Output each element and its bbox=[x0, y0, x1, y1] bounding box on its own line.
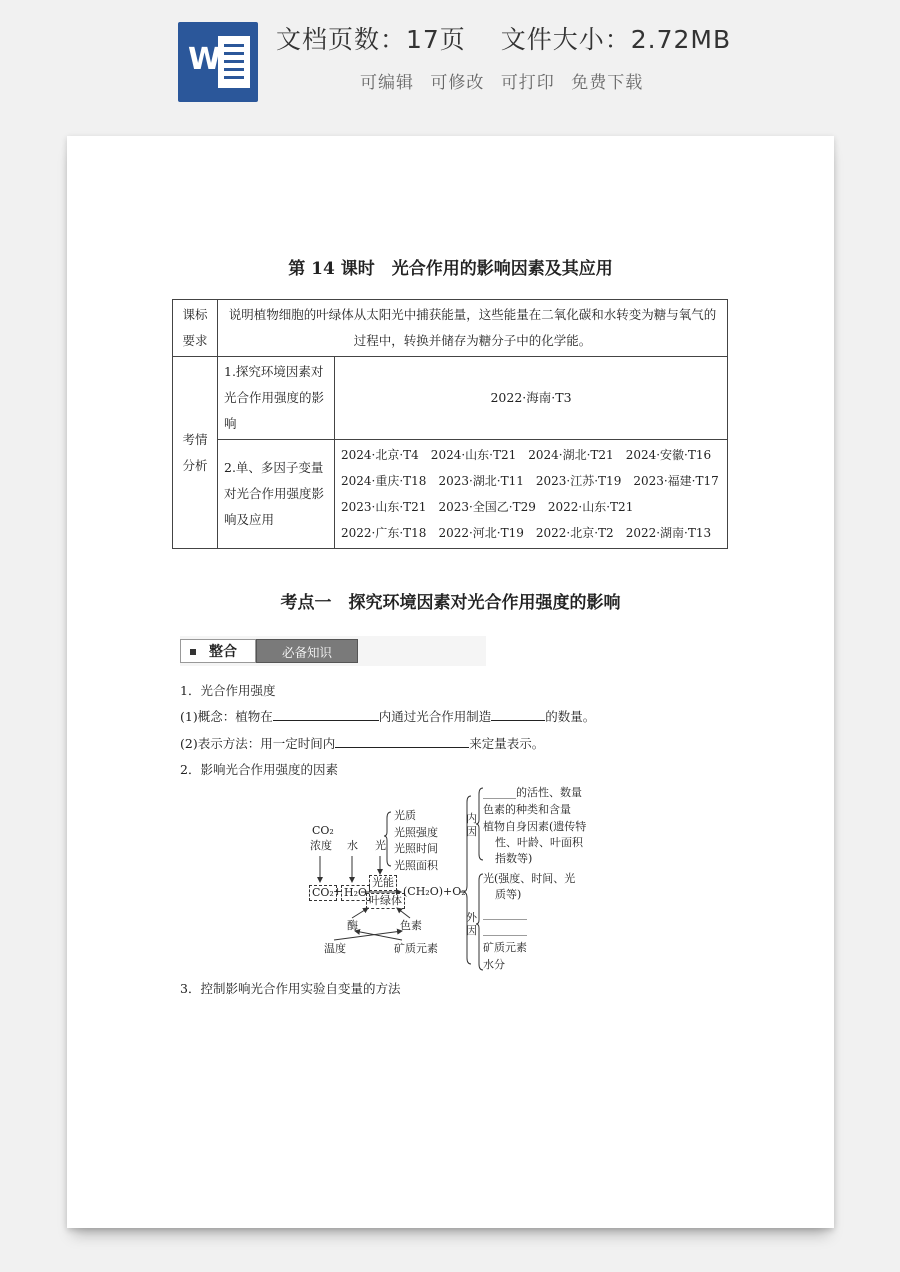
external-blank: ________ bbox=[483, 907, 527, 920]
exam-line: 2022·广东·T18 2022·河北·T19 2022·北京·T2 2022·湖南·T13 bbox=[341, 526, 712, 540]
light-duration: 光照时间 bbox=[394, 842, 438, 855]
internal-item: 色素的种类和含量 bbox=[483, 803, 571, 816]
printable-label: 可打印 bbox=[500, 73, 555, 93]
enzyme-label: 酶 bbox=[347, 919, 358, 932]
topic-1: 1.探究环境因素对光合作用强度的影响 bbox=[218, 357, 335, 440]
internal-item: 植物自身因素(遗传特 bbox=[483, 820, 587, 833]
pigment-label: 色素 bbox=[400, 919, 422, 932]
point-1-heading: 1．光合作用强度 bbox=[180, 683, 276, 698]
free-download-link[interactable]: 免费下载 bbox=[571, 73, 644, 93]
eq-h2o: H₂O bbox=[341, 885, 370, 901]
modifiable-label: 可修改 bbox=[430, 73, 485, 93]
light-intensity: 光照强度 bbox=[394, 826, 438, 839]
exam-line: 2023·山东·T21 2023·全国乙·T29 2022·山东·T21 bbox=[341, 500, 634, 514]
word-document-icon: W bbox=[178, 22, 258, 102]
document-page bbox=[67, 136, 834, 1228]
blank-field bbox=[273, 708, 379, 721]
section-title: 考点一 探究环境因素对光合作用强度的影响 bbox=[280, 593, 621, 613]
co2-label: CO₂ bbox=[312, 824, 334, 837]
topic-2: 2.单、多因子变量对光合作用强度影响及应用 bbox=[218, 440, 335, 549]
method-line: (2)表示方法：用一定时间内 来定量表示。 bbox=[180, 736, 545, 751]
external-blank: ________ bbox=[483, 923, 527, 936]
internal-item: 性、叶龄、叶面积 bbox=[495, 836, 583, 849]
eq-light-energy: 光能 bbox=[369, 875, 397, 891]
eq-products: (CH₂O)+O₂ bbox=[403, 885, 466, 898]
curriculum-table bbox=[172, 299, 728, 549]
blank-field bbox=[335, 735, 469, 748]
light-area: 光照面积 bbox=[394, 859, 438, 872]
eq-chloroplast: 叶绿体 bbox=[366, 893, 405, 909]
file-info-title: 文档页数：17页 文件大小：2.72MB bbox=[276, 25, 732, 54]
exam-line: 2024·重庆·T18 2023·湖北·T11 2023·江苏·T19 2023·福建·T17 bbox=[341, 474, 719, 488]
light-label: 光 bbox=[375, 839, 386, 852]
kaoqing-header: 考情 分析 bbox=[173, 357, 218, 549]
topic-1-exams: 2022·海南·T3 bbox=[335, 357, 728, 440]
external-item: 矿质元素 bbox=[483, 941, 527, 954]
internal-factors-label: 内因 bbox=[466, 812, 477, 838]
external-factors-label: 外因 bbox=[466, 911, 477, 937]
topic-2-exams bbox=[335, 440, 728, 549]
kebiao-header: 课标 要求 bbox=[173, 300, 218, 357]
file-capabilities bbox=[360, 68, 653, 93]
document-header bbox=[0, 0, 900, 120]
temperature-label: 温度 bbox=[324, 942, 346, 955]
blank-field bbox=[491, 708, 545, 721]
point-2-heading: 2．影响光合作用强度的因素 bbox=[180, 762, 338, 777]
external-item: 光(强度、时间、光 bbox=[483, 872, 576, 885]
exam-line: 2024·北京·T4 2024·山东·T21 2024·湖北·T21 2024·安徽·T16 bbox=[341, 448, 712, 462]
internal-item: ______的活性、数量 bbox=[483, 786, 582, 799]
external-item: 质等) bbox=[495, 888, 522, 901]
light-quality: 光质 bbox=[394, 809, 416, 822]
point-3-heading: 3．控制影响光合作用实验自变量的方法 bbox=[180, 981, 401, 996]
concept-line: (1)概念：植物在 内通过光合作用制造 的数量。 bbox=[180, 709, 596, 724]
section-banner bbox=[180, 636, 486, 666]
integrate-tag: 整合 bbox=[180, 639, 256, 663]
eq-co2: CO₂ bbox=[309, 885, 337, 901]
internal-item: 指数等) bbox=[495, 852, 533, 865]
eq-plus: + bbox=[333, 885, 343, 898]
external-item: 水分 bbox=[483, 958, 505, 971]
knowledge-tag: 必备知识 bbox=[256, 639, 358, 663]
editable-label: 可编辑 bbox=[360, 73, 414, 93]
concentration-label: 浓度 bbox=[310, 839, 332, 852]
kebiao-text: 说明植物细胞的叶绿体从太阳光中捕获能量，这些能量在二氧化碳和水转变为糖与氧气的过程中，转换并储存为糖分子中的化学能。 bbox=[218, 300, 728, 357]
minerals-label: 矿质元素 bbox=[394, 942, 438, 955]
water-label: 水 bbox=[347, 839, 358, 852]
lesson-title: 第 14 课时 光合作用的影响因素及其应用 bbox=[288, 259, 613, 279]
